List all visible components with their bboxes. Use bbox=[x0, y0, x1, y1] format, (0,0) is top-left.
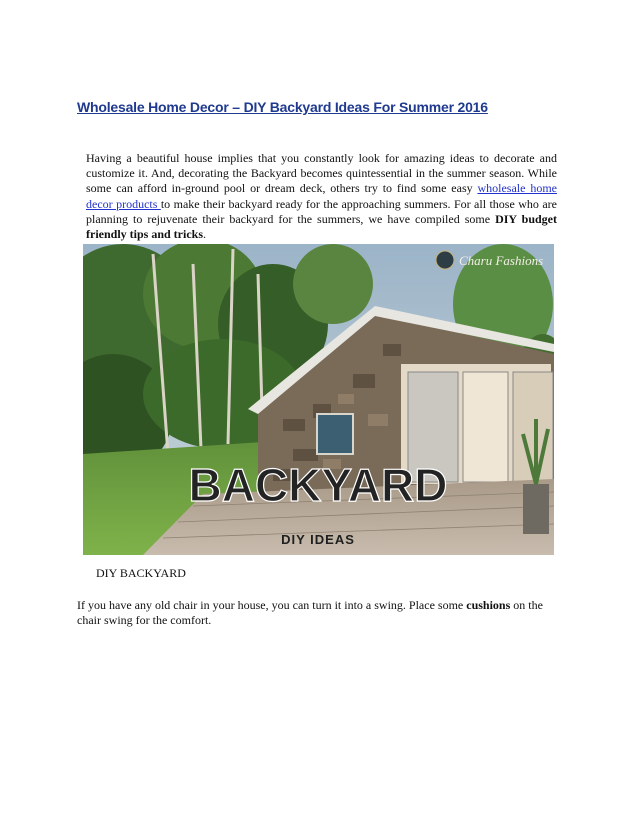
image-caption: DIY BACKYARD bbox=[96, 566, 186, 580]
article-title: Wholesale Home Decor – DIY Backyard Ideas For Summer 2016 bbox=[77, 99, 488, 115]
intro-text-continued: to make their backyard ready for the approaching summers. For all those who are planning to rejuvenate their backyard for the summers, we have compiled some bbox=[86, 196, 557, 226]
backyard-hero-image bbox=[83, 244, 554, 555]
swing-text-end: on the chair swing for the comfort. bbox=[77, 598, 543, 628]
intro-end: . bbox=[203, 227, 207, 242]
intro-paragraph bbox=[86, 151, 557, 242]
image-subheadline: DIY IDEAS bbox=[281, 532, 355, 547]
intro-text: Having a beautiful house implies that you constantly look for amazing ideas to decorate and customize it. And, decorating the Backyard becomes quintessential in the summer season. While some can afford in-ground pool or dream deck, others try to find some easy bbox=[86, 151, 557, 196]
image-headline: BACKYARD bbox=[188, 459, 448, 511]
brand-name: Charu Fashions bbox=[459, 253, 544, 268]
charu-fashions-logo bbox=[436, 251, 543, 269]
intro-bold-phrase: DIY budget friendly tips and tricks bbox=[86, 211, 557, 242]
cushions-bold: cushions bbox=[466, 598, 511, 612]
swing-text: If you have any old chair in your house, you can turn it into a swing. Place some bbox=[77, 598, 467, 612]
wholesale-home-decor-link[interactable]: wholesale home decor products bbox=[86, 181, 557, 211]
swing-paragraph bbox=[77, 598, 559, 628]
backyard-illustration bbox=[83, 244, 554, 555]
